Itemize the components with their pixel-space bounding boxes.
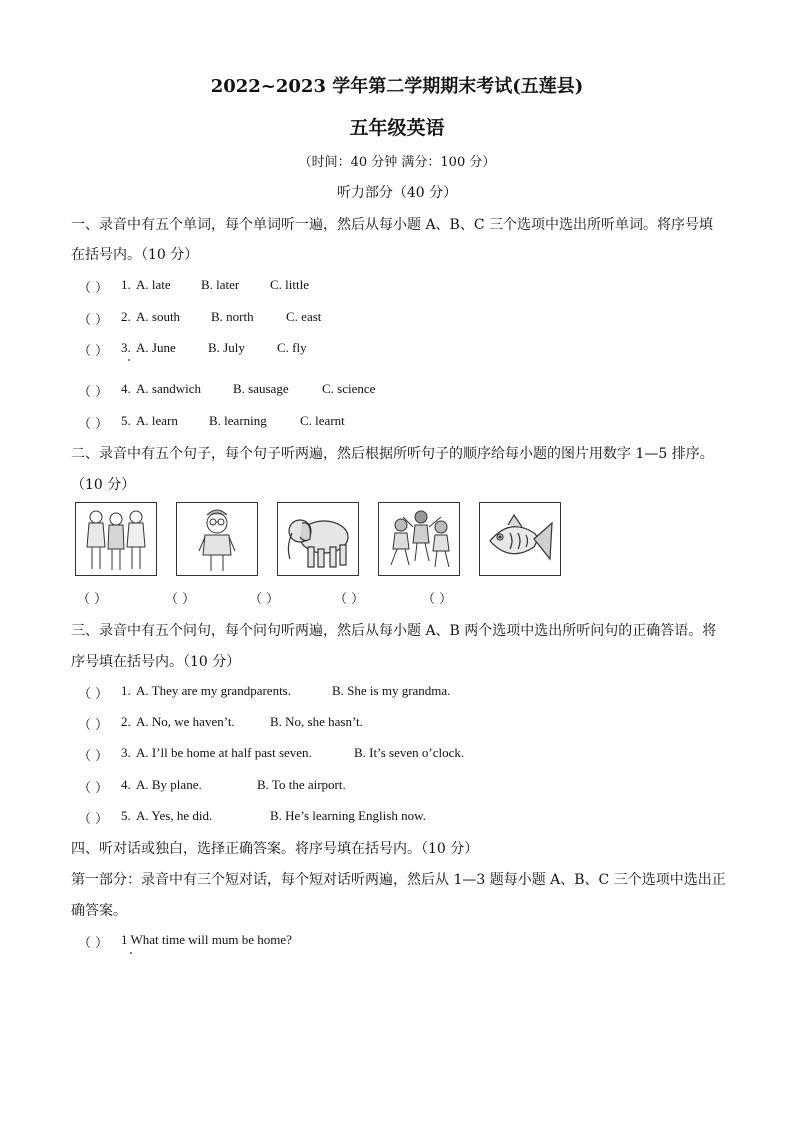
- option-b: B. No, she hasn’t.: [270, 714, 363, 729]
- three-girls-picture: [75, 502, 157, 576]
- elephant-icon: [278, 503, 358, 575]
- fish-icon: [480, 503, 560, 575]
- item-number: 1.: [121, 683, 131, 698]
- dancing-kids-icon: [379, 503, 459, 575]
- listening-part-title: 听力部分（40 分）: [336, 185, 458, 201]
- item-number: 5.: [121, 413, 131, 428]
- section1-heading-cont: 在括号内。（10 分）: [71, 247, 199, 263]
- option-b: B. She is my grandma.: [332, 683, 451, 698]
- answer-blank[interactable]: （ ）: [78, 749, 109, 764]
- option-b: B. To the airport.: [257, 777, 346, 792]
- answer-blank[interactable]: （ ）: [78, 344, 109, 359]
- boy-with-glasses-icon: [177, 503, 257, 575]
- option-c: C. science: [322, 381, 376, 396]
- answer-blank[interactable]: （ ）: [78, 385, 109, 400]
- section3-heading-cont: 序号填在括号内。（10 分）: [71, 654, 241, 670]
- option-a: A. No, we haven’t.: [136, 714, 235, 729]
- option-a: A. June: [136, 340, 176, 355]
- section4-part1-instructions-cont: 确答案。: [71, 903, 127, 919]
- picture-answer-blank[interactable]: （ ）: [77, 592, 108, 607]
- exam-subtitle: 五年级英语: [349, 117, 445, 139]
- boy-with-glasses-picture: [176, 502, 258, 576]
- answer-blank[interactable]: （ ）: [78, 281, 109, 296]
- elephant-picture: [277, 502, 359, 576]
- section2-heading: 二、录音中有五个句子，每个句子听两遍，然后根据所听句子的顺序给每小题的图片用数字 1—5 排序。: [71, 446, 714, 462]
- option-c: C. little: [270, 277, 309, 292]
- answer-blank[interactable]: （ ）: [78, 936, 109, 951]
- picture-answer-blank[interactable]: （ ）: [422, 592, 453, 607]
- option-b: B. north: [211, 309, 254, 324]
- section3-heading: 三、录音中有五个问句，每个问句听两遍，然后从每小题 A、B 两个选项中选出所听问句的正确答语。将: [71, 623, 717, 639]
- exam-title: 2022~2023 学年第二学期期末考试(五莲县): [210, 76, 584, 97]
- question-text: 1 What time will mum be home?: [121, 932, 292, 947]
- stray-dot: [128, 359, 130, 361]
- option-b: B. sausage: [233, 381, 289, 396]
- item-number: 4.: [121, 777, 131, 792]
- option-c: C. east: [286, 309, 322, 324]
- option-b: B. learning: [209, 413, 267, 428]
- three-girls-icon: [76, 503, 156, 575]
- answer-blank[interactable]: （ ）: [78, 687, 109, 702]
- picture-answer-blank[interactable]: （ ）: [334, 592, 365, 607]
- item-number: 2.: [121, 714, 131, 729]
- answer-blank[interactable]: （ ）: [78, 812, 109, 827]
- option-a: A. sandwich: [136, 381, 201, 396]
- answer-blank[interactable]: （ ）: [78, 781, 109, 796]
- option-b: B. July: [208, 340, 245, 355]
- fish-picture: [479, 502, 561, 576]
- option-a: A. I’ll be home at half past seven.: [136, 745, 312, 760]
- option-a: A. They are my grandparents.: [136, 683, 291, 698]
- item-number: 4.: [121, 381, 131, 396]
- item-number: 5.: [121, 808, 131, 823]
- dancing-kids-picture: [378, 502, 460, 576]
- section4-part1-instructions: 第一部分：录音中有三个短对话，每个短对话听两遍，然后从 1—3 题每小题 A、B、C 三个选项中选出正: [71, 872, 726, 888]
- item-number: 3.: [121, 745, 131, 760]
- answer-blank[interactable]: （ ）: [78, 417, 109, 432]
- option-c: C. fly: [277, 340, 307, 355]
- picture-answer-blank[interactable]: （ ）: [249, 592, 280, 607]
- section1-heading: 一、录音中有五个单词，每个单词听一遍，然后从每小题 A、B、C 三个选项中选出所听单词。将序号填: [71, 217, 714, 233]
- option-a: A. south: [136, 309, 181, 324]
- option-a: A. By plane.: [136, 777, 202, 792]
- option-c: C. learnt: [300, 413, 345, 428]
- exam-meta: （时间：40 分钟 满分：100 分）: [298, 155, 496, 170]
- item-number: 1.: [121, 277, 131, 292]
- option-b: B. later: [201, 277, 240, 292]
- option-b: B. It’s seven o’clock.: [354, 745, 465, 760]
- item-number: 3.: [121, 340, 131, 355]
- section4-heading: 四、听对话或独白，选择正确答案。将序号填在括号内。（10 分）: [71, 841, 479, 857]
- answer-blank[interactable]: （ ）: [78, 718, 109, 733]
- answer-blank[interactable]: （ ）: [78, 313, 109, 328]
- picture-answer-blank[interactable]: （ ）: [165, 592, 196, 607]
- option-a: A. learn: [136, 413, 178, 428]
- option-a: A. late: [136, 277, 171, 292]
- item-number: 2.: [121, 309, 131, 324]
- option-b: B. He’s learning English now.: [270, 808, 426, 823]
- option-a: A. Yes, he did.: [136, 808, 213, 823]
- stray-dot: [130, 952, 132, 954]
- section2-heading-cont: （10 分）: [71, 477, 136, 493]
